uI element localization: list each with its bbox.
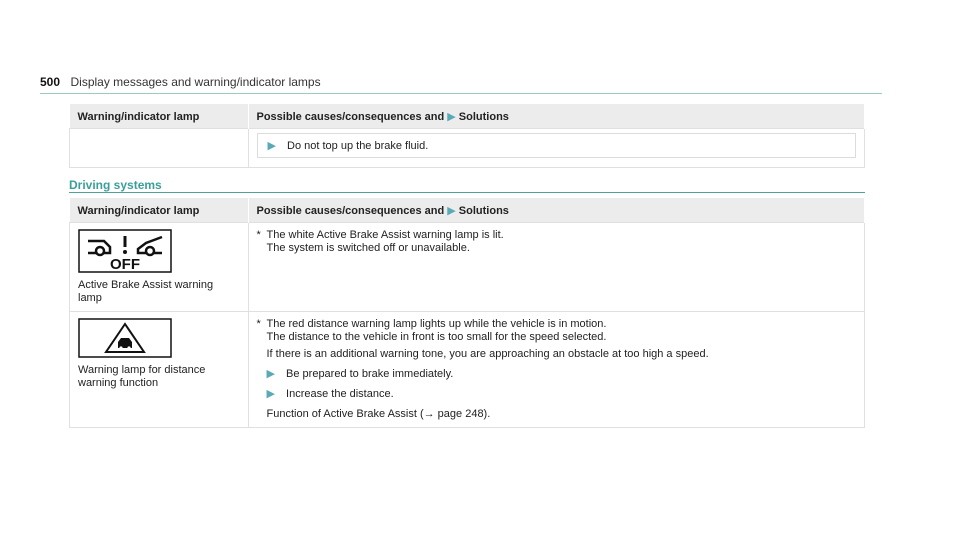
table-row: [70, 129, 865, 168]
section-title: Driving systems: [69, 178, 865, 193]
lamp-cell: [70, 312, 249, 428]
col-header-lamp: Warning/indicator lamp: [70, 198, 249, 223]
page-title: Display messages and warning/indicator lamps: [70, 75, 321, 89]
lamp-label: Warning lamp for distance warning function: [78, 364, 206, 389]
solution-text: Do not top up the brake fluid.: [287, 140, 429, 152]
off-label: OFF: [110, 256, 140, 273]
causes-cell: [248, 312, 865, 428]
brake-fluid-table: [69, 104, 865, 168]
play-arrow-icon: ▶: [266, 388, 275, 400]
play-arrow-icon: ▶: [267, 140, 276, 152]
page-reference: Function of Active Brake Assist (→ page 248).: [266, 408, 491, 420]
col-header-lamp: Warning/indicator lamp: [70, 104, 249, 129]
causes-cell: [248, 129, 865, 168]
solution-text: Be prepared to brake immediately.: [286, 368, 454, 380]
solution-item: [257, 388, 857, 401]
col-header-causes-text: Possible causes/consequences and: [256, 205, 445, 217]
driving-systems-table: [69, 198, 865, 428]
solution-text: Increase the distance.: [286, 388, 394, 400]
footnote-star: *: [256, 229, 261, 241]
col-header-solutions-text: Solutions: [458, 111, 509, 123]
cause-text: The red distance warning lamp lights up while the vehicle is in motion.: [266, 318, 607, 330]
cause-text: If there is an additional warning tone, you are approaching an obstacle at too high a speed.: [266, 348, 709, 360]
cause-text: The system is switched off or unavailable.: [266, 242, 470, 254]
distance-warning-icon: [78, 318, 172, 358]
table-row: [70, 223, 865, 312]
page-header: [40, 73, 882, 94]
cause-text: The distance to the vehicle in front is too small for the speed selected.: [266, 331, 607, 343]
col-header-causes: [248, 104, 865, 129]
col-header-causes-text: Possible causes/consequences and: [256, 111, 445, 123]
solution-box: [257, 133, 857, 158]
play-arrow-icon: ▶: [447, 205, 456, 217]
causes-cell: [248, 223, 865, 312]
table-row: [70, 312, 865, 428]
lamp-label: Active Brake Assist warning lamp: [78, 279, 214, 304]
lamp-cell: [70, 129, 249, 168]
play-arrow-icon: ▶: [447, 111, 456, 123]
footnote-star: *: [256, 318, 261, 330]
active-brake-assist-off-icon: [78, 229, 172, 273]
page-number: 500: [40, 75, 61, 89]
lamp-cell: [70, 223, 249, 312]
play-arrow-icon: ▶: [266, 368, 275, 380]
solution-item: [257, 368, 857, 381]
col-header-solutions-text: Solutions: [458, 205, 509, 217]
col-header-causes: [248, 198, 865, 223]
cause-text: The white Active Brake Assist warning lamp is lit.: [266, 229, 504, 241]
